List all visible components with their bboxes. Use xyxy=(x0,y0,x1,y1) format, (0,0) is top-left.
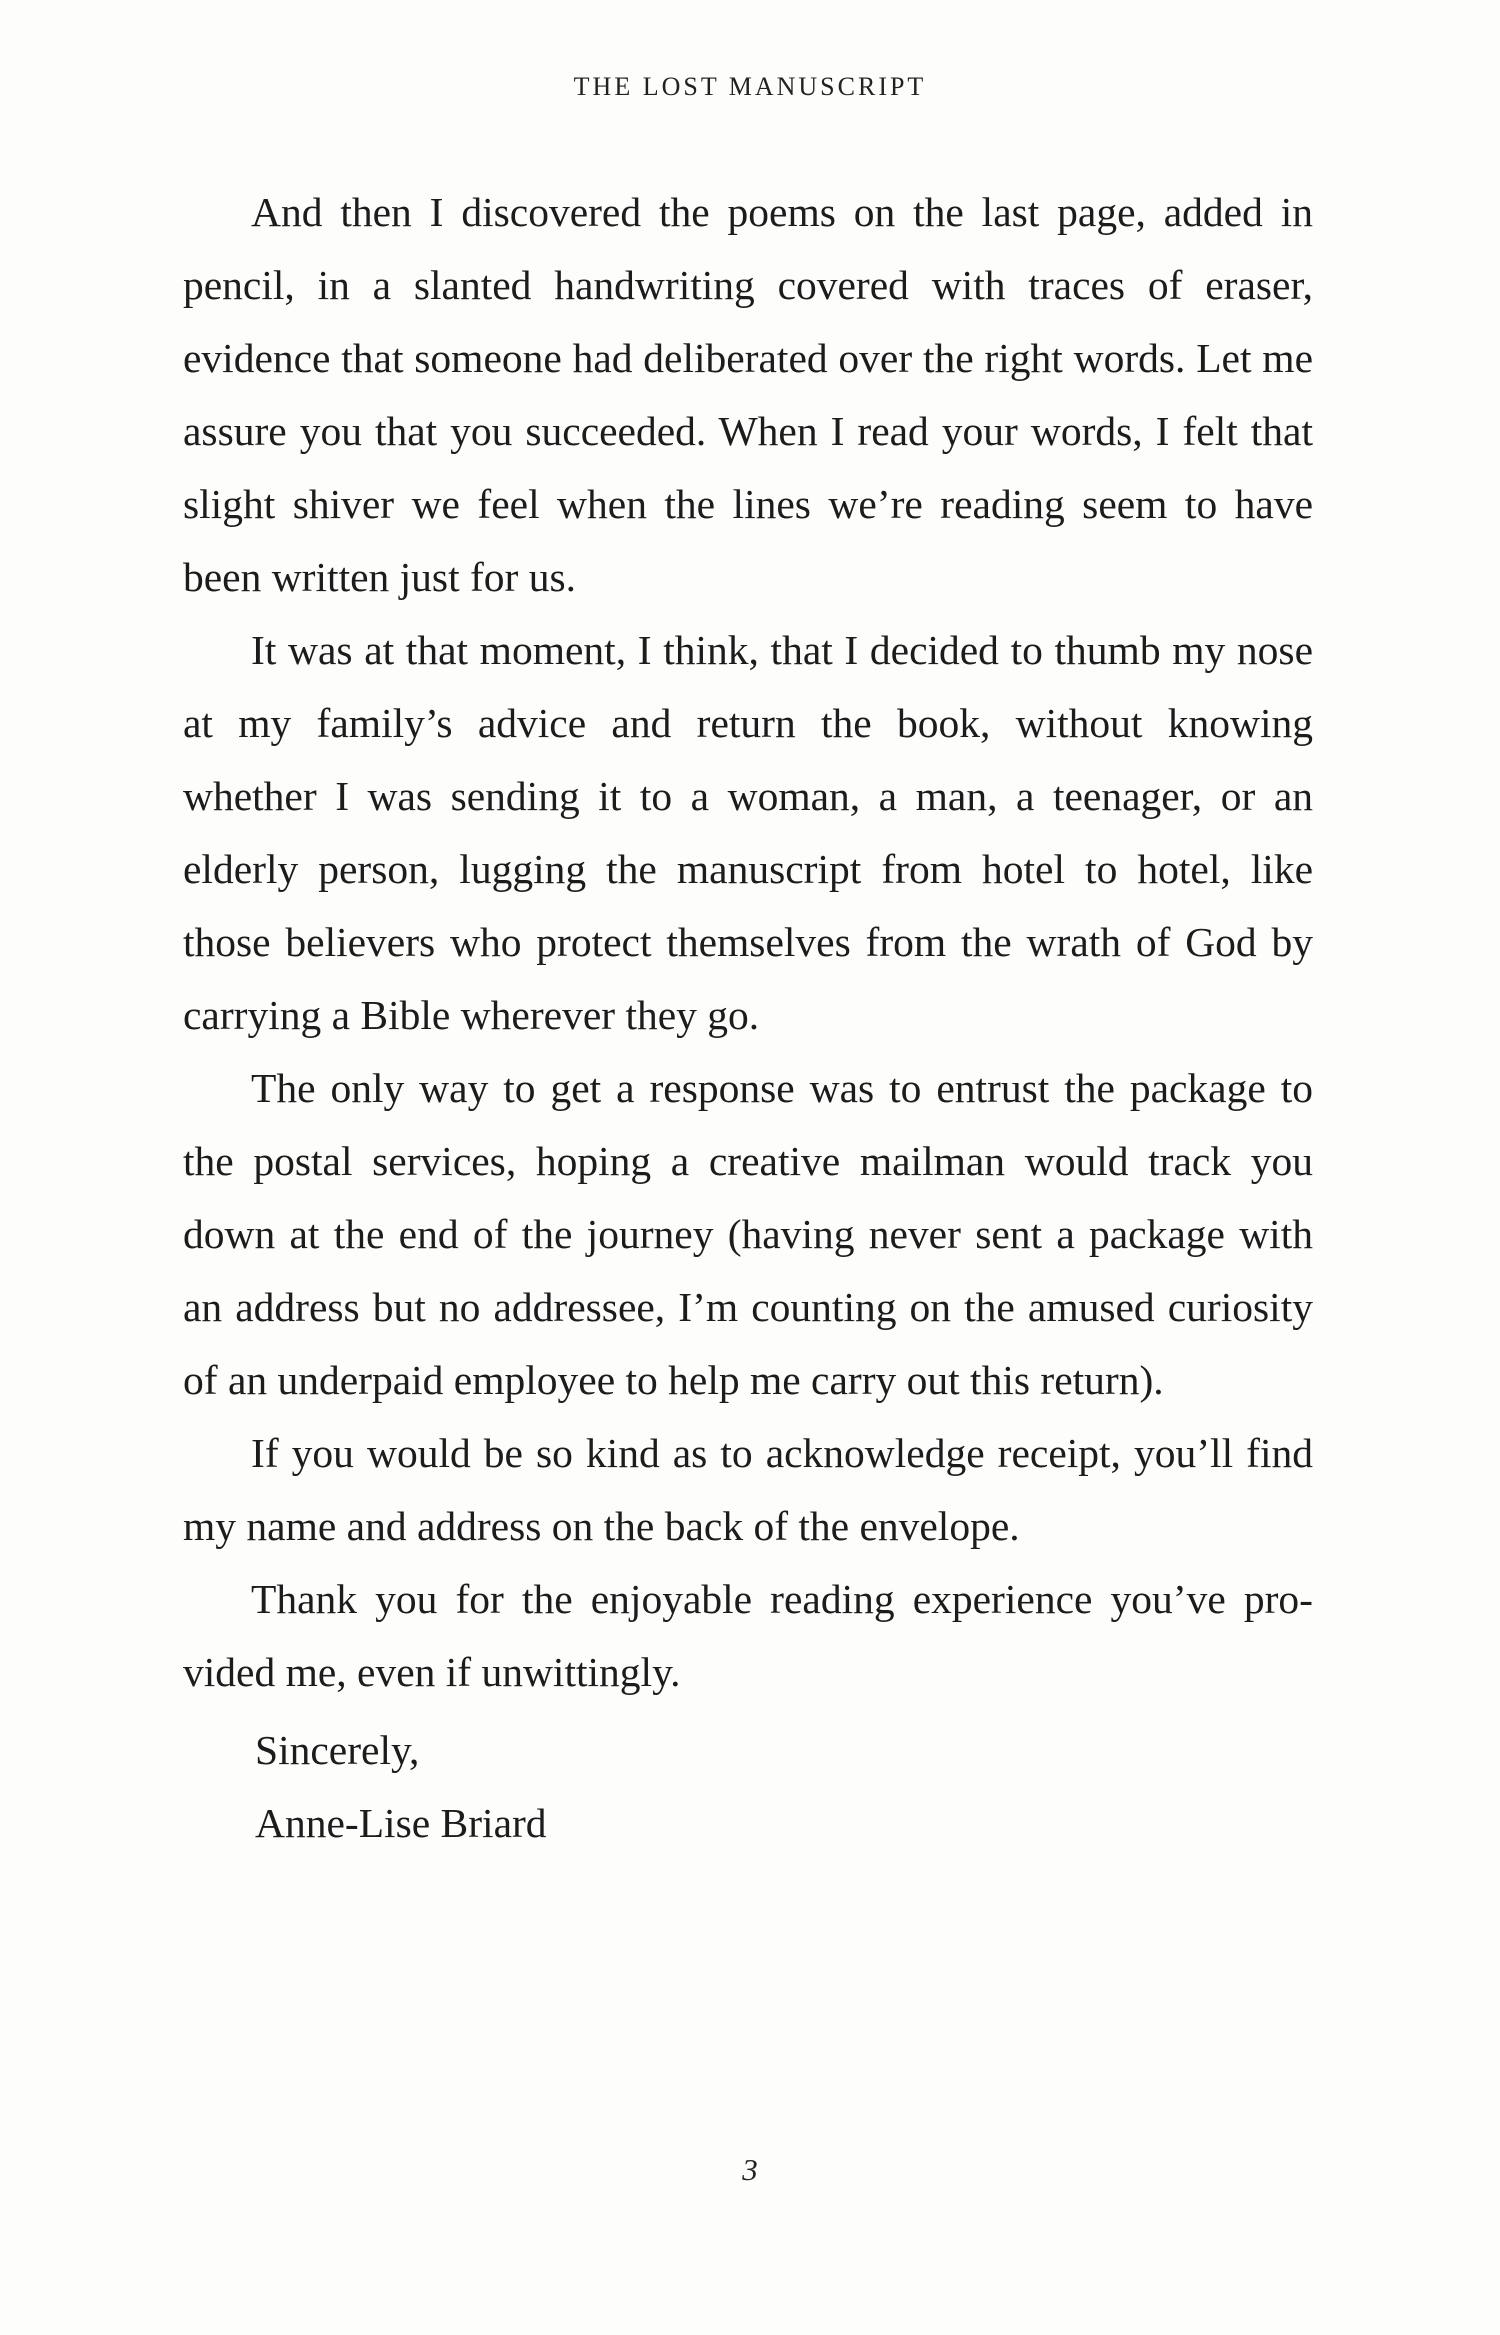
running-head: THE LOST MANUSCRIPT xyxy=(573,72,927,101)
signature-name: Anne-Lise Briard xyxy=(255,1800,547,1846)
closing-salutation: Sincerely, xyxy=(255,1727,420,1773)
page-number: 3 xyxy=(742,2152,758,2187)
paragraph-3: The only way to get a response was to entrust the package to the postal services, hoping a creative mailman would track you down at the end of the journey (having never sent a package with an address but no addressee, I’m counting on the amused curiosity of an underpaid employee to help me carry out this return). xyxy=(183,1065,1313,1403)
paragraph-5: Thank you for the enjoyable reading experience you’ve provided me, even if unwittingly. xyxy=(183,1576,1313,1695)
paragraph-2: It was at that moment, I think, that I decided to thumb my nose at my family’s advice and return the book, without knowing whether I was sending it to a woman, a man, a teenager, or an elderly person, lugging the manuscript from hotel to hotel, like those believers who protect themselves from the wrath of God by carrying a Bible wherever they go. xyxy=(183,627,1313,1038)
paragraph-1: And then I discovered the poems on the last page, added in pencil, in a slanted handwriting covered with traces of eraser, evidence that someone had deliberated over the right words. Let me assure you that you succeeded. When I read your words, I felt that slight shiver we feel when the lines we’re reading seem to have been written just for us. xyxy=(183,189,1313,600)
letter-body xyxy=(183,176,1313,1709)
paragraph-4: If you would be so kind as to acknowledge receipt, you’ll find my name and address on the back of the envelope. xyxy=(183,1430,1313,1549)
